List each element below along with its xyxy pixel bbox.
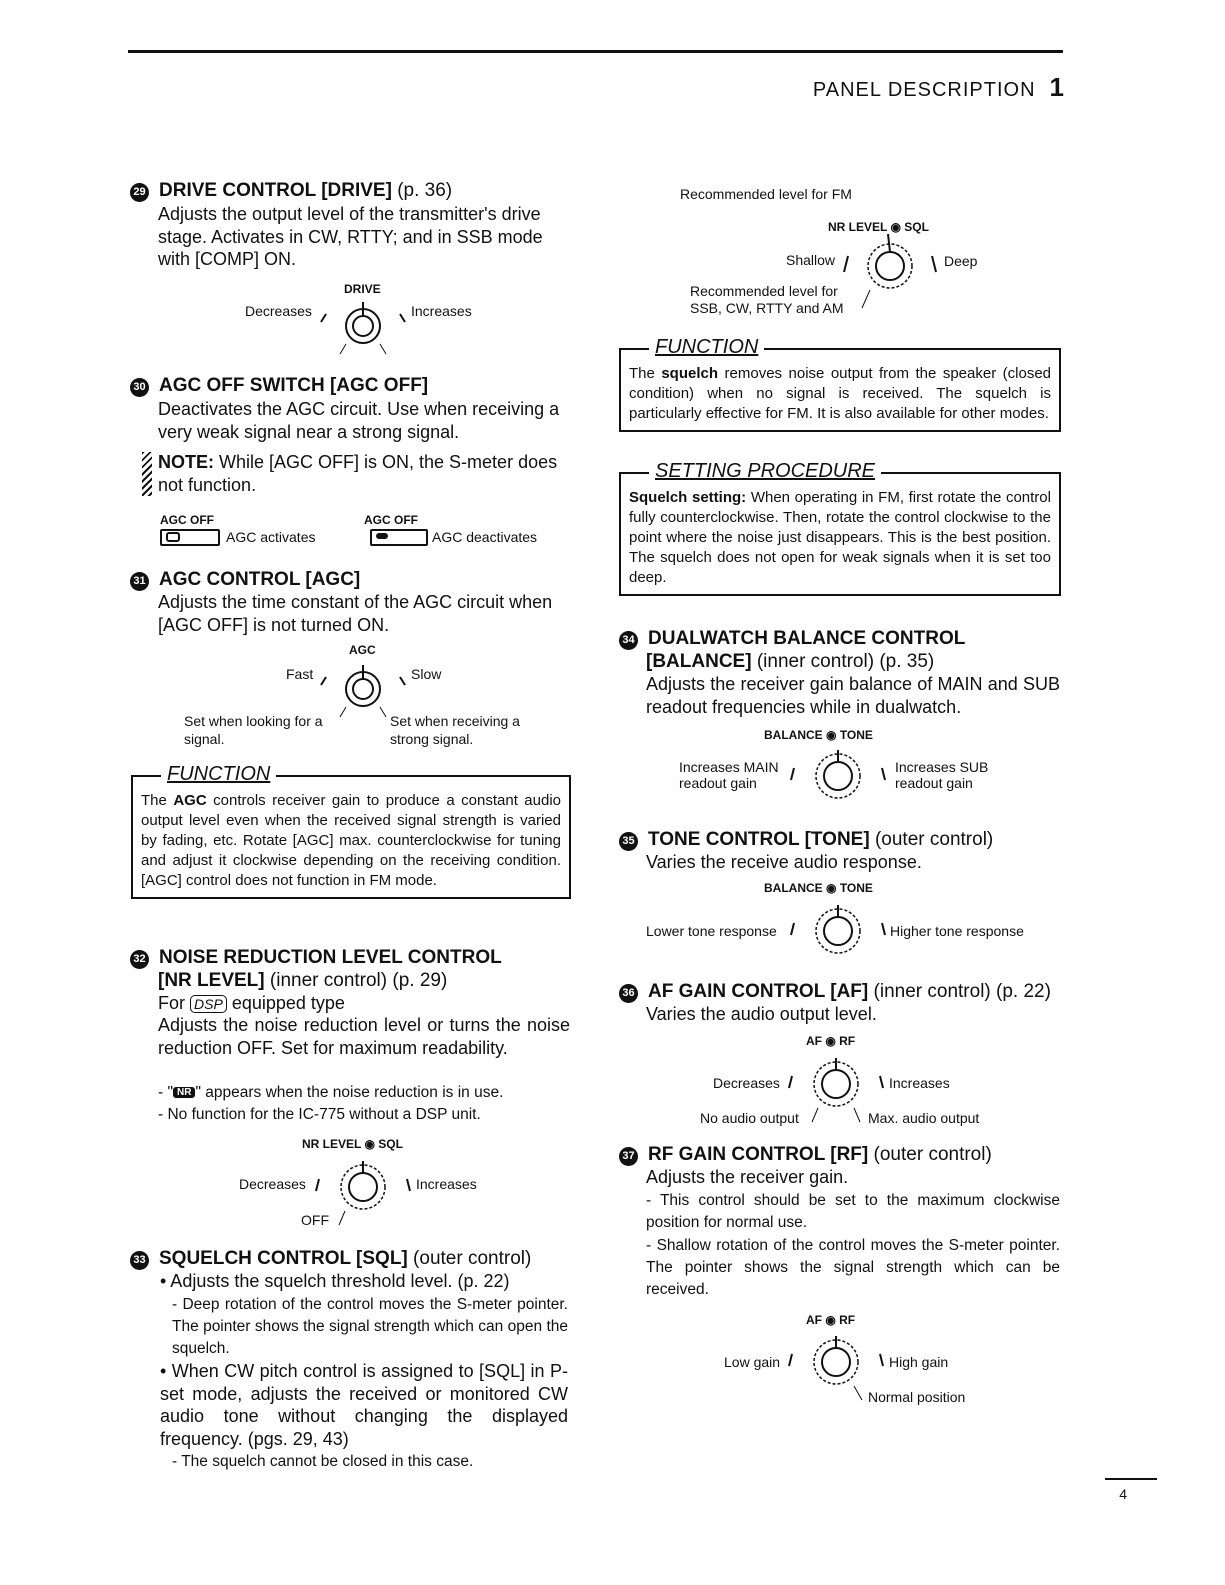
box-body: [619, 474, 1061, 596]
knob-bottom-left-label: OFF: [301, 1212, 329, 1228]
knob-label-outer: RF: [839, 1034, 856, 1048]
switch-on-icon: [370, 529, 428, 546]
knob-label-inner: BALANCE: [764, 881, 823, 895]
knob-right-label: Slow: [411, 666, 442, 682]
nr-item-2: - No function for the IC-775 without a DSP unit.: [158, 1106, 481, 1123]
section-32-body: Adjusts the noise reduction level or turns the noise reduction OFF. Set for maximum readability.: [158, 1015, 570, 1058]
note-hatch-icon: [142, 452, 152, 496]
footer-rule: [1105, 1478, 1157, 1480]
knob-label-inner: NR LEVEL: [828, 220, 888, 234]
section-title-text: AGC OFF SWITCH [AGC OFF]: [159, 375, 429, 396]
section-number-badge: 33: [130, 1251, 149, 1270]
box-text: When operating in FM, first rotate the control fully counterclockwise. Then, rotate the control clockwise to the point where the noise just disappears. This is the best position. The squelch does not open for weak signals when it is set too deep.: [629, 489, 1051, 586]
knob-left-label: Low gain: [724, 1354, 781, 1370]
section-title-text: TONE CONTROL [TONE]: [648, 829, 870, 850]
section-number-badge: 34: [619, 631, 638, 650]
section-36-body: Varies the audio output level.: [646, 1004, 877, 1024]
section-32-subtitle: [158, 970, 447, 992]
box-title: FUNCTION: [649, 336, 764, 359]
page-header: [813, 72, 1065, 103]
knob-right-label: Deep: [944, 253, 978, 269]
switch-on-label: AGC OFF: [364, 513, 418, 527]
section-title-key: [NR LEVEL]: [158, 970, 265, 991]
box-text-bold: Squelch setting:: [629, 489, 747, 506]
section-32-title: [130, 947, 502, 969]
knob-bottom-left-label: Set when looking for a signal.: [184, 713, 323, 747]
section-number-badge: 36: [619, 984, 638, 1003]
knob-bottom-right-label: Max. audio output: [868, 1110, 980, 1126]
page-header-title: PANEL DESCRIPTION: [812, 79, 1036, 101]
note-label: NOTE:: [158, 452, 214, 472]
section-31-body: Adjusts the time constant of the AGC circuit when [AGC OFF] is not turned ON.: [158, 592, 553, 635]
section-30-title: [130, 375, 428, 397]
section-title-rest: (inner control) (p. 35): [756, 651, 935, 672]
for-suffix: equipped type: [231, 993, 345, 1013]
sql-bullet-1-sub: - Deep rotation of the control moves the S-meter pointer. The pointer shows the signal strength which can open the squelch.: [172, 1296, 568, 1357]
knob-right-label: Increases: [889, 1075, 950, 1091]
note-text: While [AGC OFF] is ON, the S-meter does not function.: [158, 452, 558, 495]
knob-label-inner: BALANCE: [764, 728, 823, 742]
box-body: [131, 777, 571, 899]
box-body: [619, 350, 1061, 432]
switch-off-label: AGC OFF: [160, 513, 214, 527]
item-prefix: - ": [158, 1084, 173, 1101]
rf-item-2: - Shallow rotation of the control moves the S-meter pointer. The pointer shows the signal strength which can be received.: [646, 1237, 1060, 1298]
balance-knob-icon: [788, 742, 888, 812]
knob-bottom-right-label: Set when receiving a strong signal.: [390, 713, 520, 747]
section-title-key: [BALANCE]: [646, 651, 752, 672]
section-37-body: Adjusts the receiver gain.: [646, 1167, 849, 1187]
knob-left-label: Increases MAIN readout gain: [679, 759, 779, 791]
tone-knob-icon: [788, 897, 888, 967]
knob-left-label: Fast: [286, 666, 314, 682]
box-text-bold: squelch: [661, 365, 719, 382]
section-36-title: [619, 981, 1051, 1003]
knob-bottom-left-label: No audio output: [700, 1110, 799, 1126]
section-title-text: SQUELCH CONTROL [SQL]: [159, 1248, 408, 1269]
section-number-badge: 29: [130, 183, 149, 202]
knob-label: AGC: [349, 643, 376, 657]
section-title-text: NOISE REDUCTION LEVEL CONTROL: [159, 947, 502, 968]
knob-label: NR LEVEL ◉ SQL: [828, 220, 929, 234]
section-title-rest: (inner control) (p. 22): [873, 981, 1051, 1002]
section-35-body: Varies the receive audio response.: [646, 852, 922, 872]
switch-off-icon: [160, 529, 220, 546]
knob-label-outer: TONE: [839, 728, 873, 742]
knob-left-label: Decreases: [713, 1075, 780, 1091]
knob-label-outer: RF: [839, 1313, 856, 1327]
section-title-text: AGC CONTROL [AGC]: [159, 569, 361, 590]
knob-label-outer: TONE: [839, 881, 873, 895]
knob-label: DRIVE: [344, 282, 381, 296]
section-title-text: DRIVE CONTROL [DRIVE]: [159, 180, 392, 201]
section-33-title: [130, 1248, 531, 1270]
section-title-rest: (outer control): [874, 829, 994, 850]
box-text-prefix: The: [141, 792, 167, 809]
knob-right-label: Increases SUB readout gain: [895, 759, 989, 791]
section-37-title: [619, 1144, 992, 1166]
section-31-title: [130, 569, 360, 591]
section-30-body: Deactivates the AGC circuit. Use when receiving a very weak signal near a strong signal.: [158, 399, 560, 442]
section-title-rest: (inner control) (p. 29): [269, 970, 448, 991]
nr-item-1: [158, 1082, 578, 1104]
dsp-equipped-line: [158, 992, 345, 1016]
section-title-text: DUALWATCH BALANCE CONTROL: [648, 628, 966, 649]
sql-bullet-2-sub: - The squelch cannot be closed in this case.: [172, 1453, 474, 1470]
knob-label: BALANCE ◉ TONE: [764, 881, 873, 895]
knob-left-label: Decreases: [239, 1176, 306, 1192]
for-prefix: For: [158, 993, 185, 1013]
rec-fm-label: Recommended level for FM: [680, 186, 852, 202]
chapter-number: 1: [1049, 72, 1065, 102]
section-title-text: AF GAIN CONTROL [AF]: [648, 981, 869, 1002]
box-text: controls receiver gain to produce a constant audio output level even when the received signal strength is varied by fading, etc. Rotate [AGC] max. counterclockwise for tuning and adjust it clockwise depending on the receiving condition. [AGC] control does not function in FM mode.: [141, 792, 562, 889]
switch-off-text: AGC activates: [226, 529, 316, 545]
squelch-function-box: [619, 336, 1061, 432]
knob-label: AF ◉ RF: [806, 1313, 856, 1327]
knob-label: NR LEVEL ◉ SQL: [302, 1137, 403, 1151]
section-34-subtitle: [646, 651, 934, 673]
knob-label-inner: AF: [806, 1034, 822, 1048]
section-title-text: RF GAIN CONTROL [RF]: [648, 1144, 869, 1165]
section-29-title: [130, 180, 452, 202]
section-number-badge: 37: [619, 1147, 638, 1166]
knob-right-label: High gain: [889, 1354, 949, 1370]
section-title-rest: (outer control): [413, 1248, 532, 1269]
knob-right-label: Higher tone response: [890, 923, 1024, 939]
box-text-bold: AGC: [173, 792, 207, 809]
section-35-title: [619, 829, 993, 851]
box-title: SETTING PROCEDURE: [649, 460, 881, 483]
item-suffix: " appears when the noise reduction is in use.: [195, 1084, 504, 1101]
rec-ssb-label: Recommended level for SSB, CW, RTTY and AM: [690, 283, 844, 316]
knob-left-label: Decreases: [245, 303, 312, 319]
section-34-body: Adjusts the receiver gain balance of MAIN and SUB readout frequencies while in dualwatch.: [646, 674, 1060, 717]
agc-function-box: [131, 763, 571, 899]
note: [158, 451, 570, 496]
knob-label-outer: SQL: [378, 1137, 403, 1151]
knob-label-inner: NR LEVEL: [302, 1137, 362, 1151]
setting-procedure-box: [619, 460, 1061, 596]
knob-left-label: Shallow: [786, 252, 836, 268]
drive-knob-icon: [318, 292, 408, 362]
knob-right-label: Increases: [411, 303, 472, 319]
nr-badge: NR: [173, 1087, 195, 1098]
sql-bullet-1: • Adjusts the squelch threshold level. (p. 22): [160, 1271, 510, 1291]
header-rule: [128, 50, 1063, 53]
box-text-prefix: The: [629, 365, 655, 382]
knob-label: AF ◉ RF: [806, 1034, 856, 1048]
dsp-badge: DSP: [190, 995, 227, 1013]
knob-right-label: Increases: [416, 1176, 477, 1192]
section-29-body: Adjusts the output level of the transmitter's drive stage. Activates in CW, RTTY; and in SSB mode with [COMP] ON.: [158, 204, 543, 269]
switch-on-text: AGC deactivates: [432, 529, 538, 545]
page-number: 4: [1119, 1486, 1127, 1502]
knob-label: BALANCE ◉ TONE: [764, 728, 873, 742]
knob-left-label: Lower tone response: [646, 923, 777, 939]
section-34-title: [619, 628, 965, 650]
section-number-badge: 30: [130, 378, 149, 397]
rf-item-1: - This control should be set to the maximum clockwise position for normal use.: [646, 1192, 1060, 1231]
knob-label-outer: SQL: [904, 220, 929, 234]
section-number-badge: 35: [619, 832, 638, 851]
box-title: FUNCTION: [161, 763, 276, 786]
knob-bottom-right-label: Normal position: [868, 1389, 966, 1405]
page-reference: (p. 36): [397, 180, 453, 201]
section-number-badge: 32: [130, 950, 149, 969]
section-title-rest: (outer control): [873, 1144, 992, 1165]
box-text: removes noise output from the speaker (closed condition) when no signal is received. The squelch is particularly effective for FM. It is also available for other modes.: [629, 365, 1052, 422]
sql-bullet-2: • When CW pitch control is assigned to [SQL] in P-set mode, adjusts the received or monitored CW audio tone without changing the displayed frequency. (pgs. 29, 43): [160, 1361, 568, 1449]
knob-label-inner: AF: [806, 1313, 822, 1327]
section-number-badge: 31: [130, 572, 149, 591]
